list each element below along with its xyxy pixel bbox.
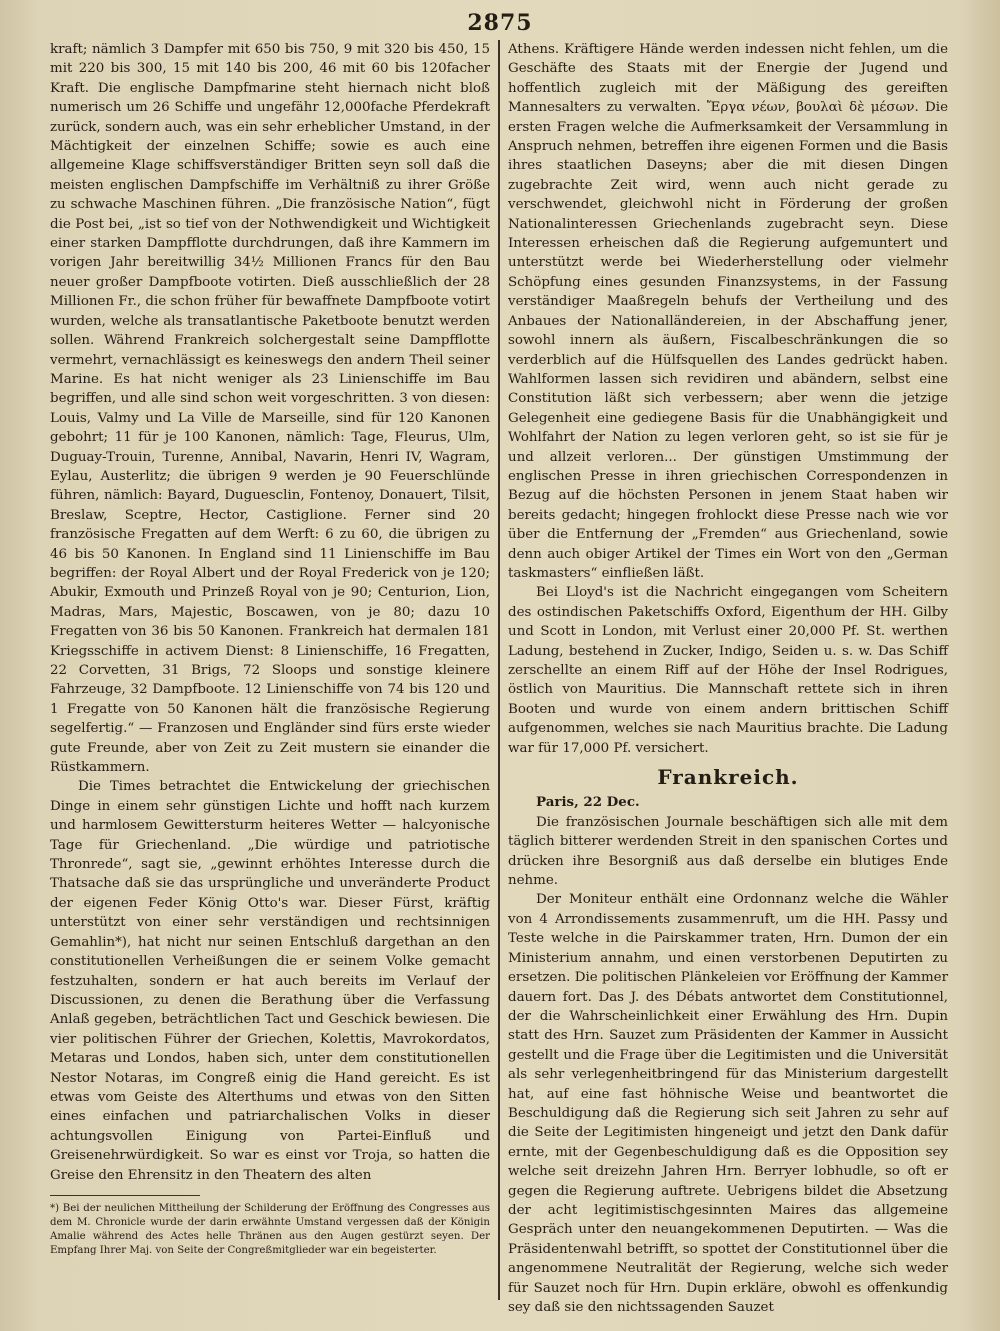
dateline: Paris, 22 Dec.	[536, 794, 640, 811]
section-heading: Frankreich.	[657, 765, 799, 790]
footnote-divider	[50, 1195, 200, 1196]
right-column	[508, 40, 948, 1315]
article-paragraph: Die Times betrachtet die Entwickelung der griechischen Dinge in einem sehr günstigen Lichte und hofft nach kurzem und harmlosem Gewittersturm heiteres Wetter — halcyonische Tage für Griechenland. „Die würdige und patriotische Thronrede“, sagt sie, „gewinnt erhöhtes Interesse durch die Thatsache daß sie das ursprüngliche und unveränderte Product der eigenen Feder König Otto's war. Dieser Fürst, kräftig unterstützt von einer sehr verständigen und rechtsinnigen Gemahlin*), hat nicht nur seinen Entschluß dargethan an den constitutionellen Verheißungen die er seinem Volke gemacht festzuhalten, sondern er hat auch bereits im Verlauf der Discussionen, zu denen die Berathung über die Verfassung Anlaß gegeben, beträchtlichen Tact und Geschick bewiesen. Die vier politischen Führer der Griechen, Kolettis, Mavrokordatos, Metaras und Londos, haben sich, unter dem constitutionellen Nestor Notaras, im Congreß einig die Hand gereicht. Es ist etwas vom Geiste des Alterthums und etwas von den Sitten eines einfachen und patriarchalischen Volks in dieser achtungsvollen Einigung von Partei-Einfluß und Greisenehrwürdigkeit. So war es einst vor Troja, so hatten die Greise den Ehrensitz in den Theatern des alten	[50, 779, 490, 1183]
article-paragraph: Athens. Kräftigere Hände werden indessen nicht fehlen, um die Geschäfte des Staats mit der Energie der Jugend und hoffentlich zugleich mit der Mäßigung des gereiften Mannesalters zu verwalten. Ἔργα νέων, βουλαὶ δὲ μέσων. Die ersten Fragen welche die Aufmerksamkeit der Versammlung in Anspruch nehmen, betreffen ihre eigenen Formen und die Basis ihres staatlichen Daseyns; aber die mit diesen Dingen zugebrachte Zeit wird, wenn auch nicht gerade zu verschwendet, gleichwohl nicht in Förderung der großen Nationalinteressen Griechenlands zugebracht seyn. Diese Interessen erheischen daß die Regierung aufgemuntert und unterstützt werde bei Wiederherstellung oder vielmehr Schöpfung eines gesunden Finanzsystems, in der Fassung verständiger Maaßregeln behufs der Vertheilung und des Anbaues der Nationalländereien, in der Abschaffung jener, sowohl innern als äußern, Fiscalbeschränkungen die so verderblich auf die Hülfsquellen des Landes gedrückt haben. Wahlformen lassen sich revidiren und abändern, selbst eine Constitution läßt sich verbessern; aber wenn die jetzige Gelegenheit eine gediegene Basis für die Unabhängigkeit und Wohlfahrt der Nation zu legen verloren geht, so ist sie für je und allzeit verloren... Der günstigen Umstimmung der englischen Presse in ihren griechischen Correspondenzen in Bezug auf die höchsten Personen in jenem Staat haben wir bereits gedacht; hingegen frohlockt diese Presse nach wie vor über die Entfernung der „Fremden“ aus Griechenland, sowie denn auch obiger Artikel der Times ein Wort von den „German taskmasters“ einfließen läßt.	[508, 42, 948, 581]
article-paragraph: Die französischen Journale beschäftigen sich alle mit dem täglich bitterer werdenden Streit in den spanischen Cortes und drücken ihre Besorgniß aus daß derselbe ein blutiges Ende nehme.	[508, 814, 948, 889]
article-paragraph: Bei Lloyd's ist die Nachricht eingegangen vom Scheitern des ostindischen Paketschiffs Oxford, Eigenthum der HH. Gilby und Scott in London, mit Verlust einer 20,000 Pf. St. werthen Ladung, bestehend in Zucker, Indigo, Seiden u. s. w. Das Schiff zerschellte an einem Riff auf der Höhe der Insel Rodrigues, östlich von Mauritius. Die Mannschaft rettete sich in ihren Booten und wurde von einem andern brittischen Schiff aufgenommen, welches sie nach Mauritius brachte. Die Ladung war für 17,000 Pf. versichert.	[508, 585, 948, 756]
column-divider	[498, 40, 500, 1300]
footnote: *) Bei der neulichen Mittheilung der Schilderung der Eröffnung des Congresses aus dem M. Chronicle wurde der darin erwähnte Umstand vergessen daß der Königin Amalie während des Actes helle Thränen aus den Augen gestürzt seyen. Der Empfang Ihrer Maj. von Seite der Congreßmitglieder war ein begeisterter.	[50, 1202, 490, 1256]
article-paragraph: kraft; nämlich 3 Dampfer mit 650 bis 750, 9 mit 320 bis 450, 15 mit 220 bis 300, 15 mit 140 bis 200, 46 mit 60 bis 120facher Kraft. Die englische Dampfmarine steht hiernach nicht bloß numerisch um 26 Schiffe und ungefähr 12,000fache Pferdekraft zurück, sondern auch, was ein sehr erheblicher Umstand, in der Mächtigkeit der einzelnen Schiffe; sowie es auch eine allgemeine Klage schiffsverständiger Britten seyn soll daß die meisten englischen Dampfschiffe im Verhältniß zu ihrer Größe zu schwache Maschinen führen. „Die französische Nation“, fügt die Post bei, „ist so tief von der Nothwendigkeit und Wichtigkeit einer starken Dampfflotte durchdrungen, daß ihre Kammern im vorigen Jahr bereitwillig 34½ Millionen Francs für den Bau neuer großer Dampfboote votirten. Dieß ausschließlich der 28 Millionen Fr., die schon früher für bewaffnete Dampfboote votirt wurden, welche als transatlantische Paketboote benutzt werden sollen. Während Frankreich solchergestalt seine Dampfflotte vermehrt, vernachlässigt es keineswegs den andern Theil seiner Marine. Es hat nicht weniger als 23 Linienschiffe im Bau begriffen, und alle sind schon weit vorgeschritten. 3 von diesen: Louis, Valmy und La Ville de Marseille, sind für 120 Kanonen gebohrt; 11 für je 100 Kanonen, nämlich: Tage, Fleurus, Ulm, Duguay-Trouin, Turenne, Annibal, Navarin, Henri IV, Wagram, Eylau, Austerlitz; die übrigen 9 werden je 90 Feuerschlünde führen, nämlich: Bayard, Duguesclin, Fontenoy, Donauert, Tilsit, Breslaw, Sceptre, Hector, Castiglione. Ferner sind 20 französische Fregatten auf dem Werft: 6 zu 60, die übrigen zu 46 bis 50 Kanonen. In England sind 11 Linienschiffe im Bau begriffen: der Royal Albert und der Royal Frederick von je 120; Abukir, Exmouth und Prinzeß Royal von je 90; Centurion, Lion, Madras, Mars, Majestic, Boscawen, von je 80; dazu 10 Fregatten von 36 bis 50 Kanonen. Frankreich hat dermalen 181 Kriegsschiffe in activem Dienst: 8 Linienschiffe, 16 Fregatten, 22 Corvetten, 31 Brigs, 72 Sloops und sonstige kleinere Fahrzeuge, 32 Dampfboote. 12 Linienschiffe von 74 bis 120 und 1 Fregatte von 50 Kanonen hält die französische Regierung segelfertig.“ — Franzosen und Engländer sind fürs erste wieder gute Freunde, aber von Zeit zu Zeit mustern sie einander die Rüstkammern.	[50, 42, 490, 776]
page-number: 2875	[467, 10, 533, 36]
article-paragraph: Der Moniteur enthält eine Ordonnanz welche die Wähler von 4 Arrondissements zusammenruft, um die HH. Passy und Teste welche in die Pairskammer traten, Hrn. Dumon der ein Ministerium annahm, und einen verstorbenen Deputirten zu ersetzen. Die politischen Plänkeleien vor Eröffnung der Kammer dauern fort. Das J. des Débats antwortet dem Constitutionnel, der die Wahrscheinlichkeit einer Erwählung des Hrn. Dupin statt des Hrn. Sauzet zum Präsidenten der Kammer in Aussicht gestellt und die Frage über die Legitimisten und die Universität als sehr verlegenheitbringend für das Ministerium dargestellt hat, auf eine fast höhnische Weise und beantwortet die Beschuldigung daß die Regierung sich seit Jahren zu sehr auf die Seite der Legitimisten hingeneigt und jetzt den Dank dafür ernte, mit der Gegenbeschuldigung daß es die Opposition sey welche seit dreizehn Jahren Hrn. Berryer lobhudle, so oft er gegen die Regierung auftrete. Uebrigens bildet die Absetzung der acht legitimistischgesinnten Maires das allgemeine Gespräch unter den neuangekommenen Deputirten. — Was die Präsidentenwahl betrifft, so spottet der Constitutionnel über die angenommene Neutralität der Regierung, welche sich weder für Sauzet noch für Hrn. Dupin erkläre, obwohl es offenkundig sey daß sie den nichtssagenden Sauzet	[508, 892, 948, 1315]
left-column	[50, 40, 490, 1310]
